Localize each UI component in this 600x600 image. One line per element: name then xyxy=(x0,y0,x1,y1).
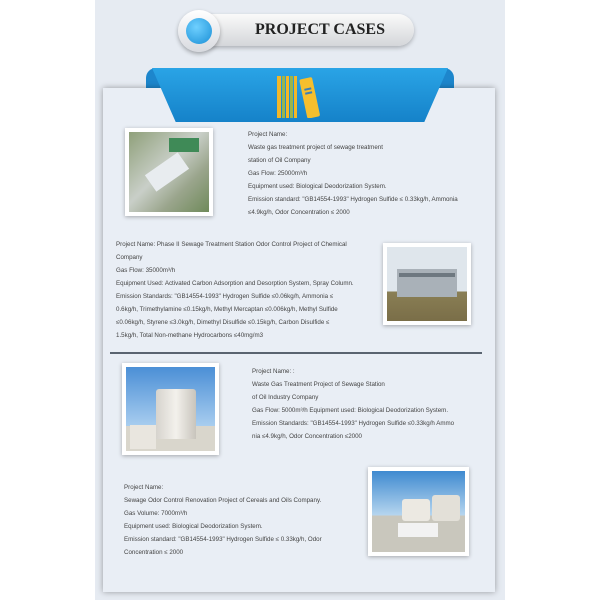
case4-photo xyxy=(368,467,469,556)
case2-text: Project Name: Phase II Sewage Treatment Station Odor Control Project of Chemical Company Gas Flow: 35000m³/h Equipment Used: Activated Carbon Adsorption and Desorption System, Spray Column. Emission Standards: "GB14554-1993" Hydrogen Sulfide ≤0.06kg/h, Ammonia ≤ 0.6kg/h, Trimethylamine ≤0.15kg/h, Methyl Mercaptan ≤0.006kg/h, Methyl Sulfide ≤0.06kg/h, Styrene ≤3.0kg/h, Dimethyl Disulfide ≤0.15kg/h, Carbon Disulfide ≤ 1.5kg/h, Total Non-methane Hydrocarbons ≤40mg/m3 xyxy=(116,241,354,339)
case3-photo xyxy=(122,363,219,455)
page-title: PROJECT CASES xyxy=(255,21,385,38)
books-icon xyxy=(277,74,327,118)
case2-photo xyxy=(383,243,471,325)
case1-photo xyxy=(125,128,213,216)
case4-text: Project Name: Sewage Odor Control Renovation Project of Cereals and Oils Company. Gas Volume: 7000m³/h Equipment used: Biological Deodorization System. Emission standard: "GB14554-1993" Hydrogen Sulfide ≤ 0.33kg/h, Odor Concentration ≤ 2000 xyxy=(124,484,322,556)
section-divider xyxy=(110,352,482,354)
case3-text: Project Name: : Waste Gas Treatment Project of Sewage Station of Oil Industry Company Gas Flow: 5000m³/h Equipment used: Biological Deodorization System. Emission Standards: "GB14554-1993" Hydrogen Sulfide ≤0.33kg/h Ammo nia ≤4.9kg/h, Odor Concentration ≤2000 xyxy=(252,368,455,440)
title-knob-icon xyxy=(178,10,220,52)
case1-text: Project Name: Waste gas treatment project of sewage treatment station of Oil Company Gas Flow: 25000m³/h Equipment used: Biological Deodorization System. Emission standard: "GB14554-1993" Hydrogen Sulfide ≤ 0.33kg/h, Ammonia ≤4.9kg/h, Odor Concentration ≤ 2000 xyxy=(248,131,458,216)
